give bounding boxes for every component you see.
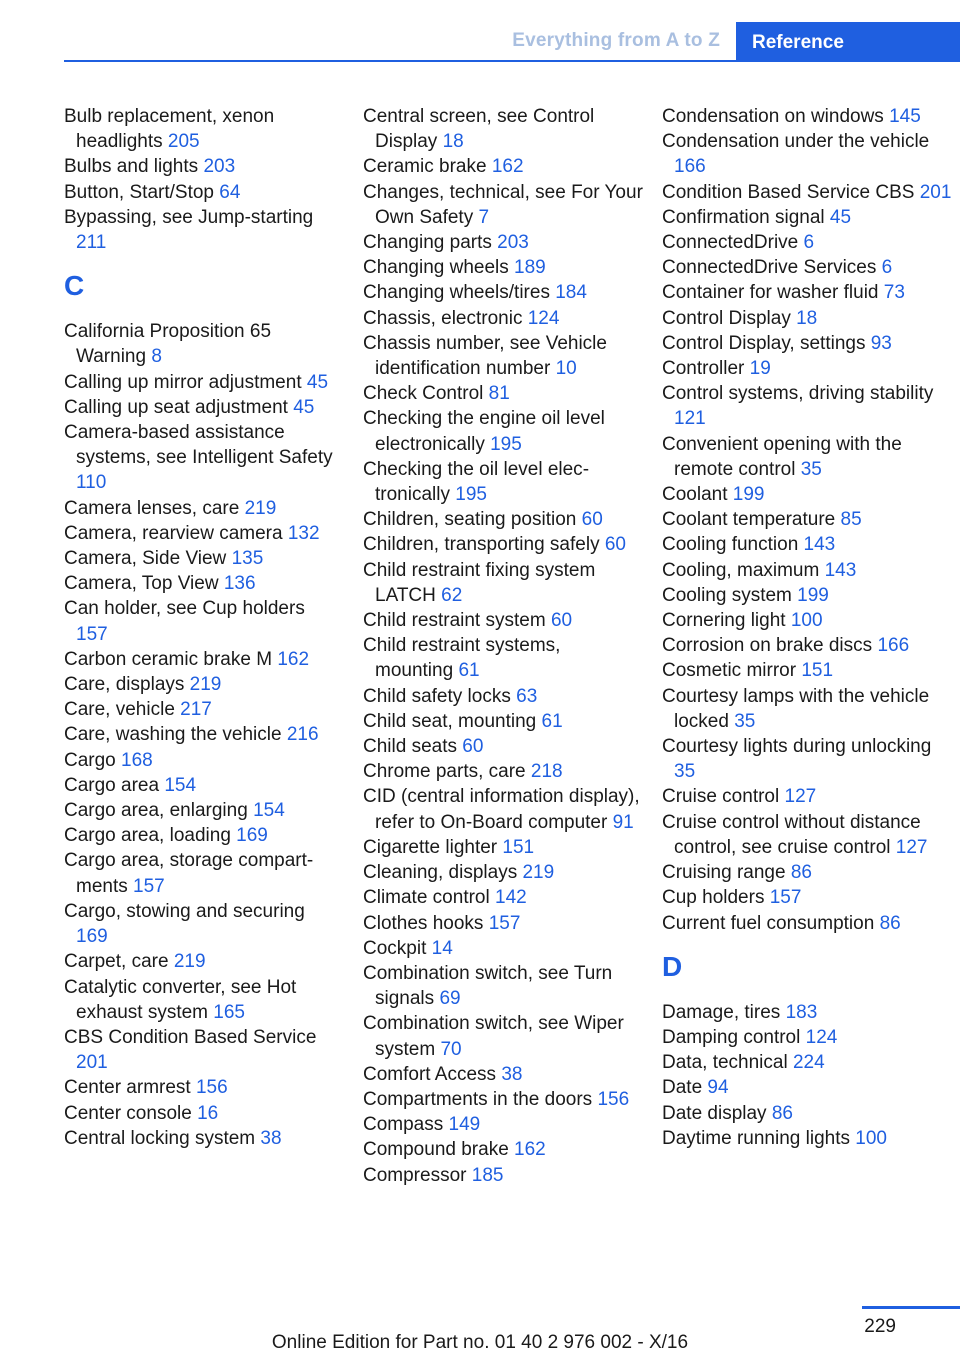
index-page-link[interactable]: 136 xyxy=(223,573,256,595)
index-entry-text: Date display xyxy=(662,1102,767,1124)
index-entry xyxy=(662,1126,952,1151)
index-entry-text: Check Control xyxy=(363,383,484,405)
index-entry xyxy=(662,684,952,734)
index-entry xyxy=(64,496,334,521)
index-entry-text: Child seats xyxy=(363,736,457,758)
index-page-link[interactable]: 7 xyxy=(478,206,490,228)
index-entry xyxy=(64,975,334,1025)
index-page-link[interactable]: 157 xyxy=(76,623,108,645)
index-page-link[interactable]: 35 xyxy=(734,710,756,732)
index-entry-text: Changes, technical, see For Your Own Safety xyxy=(363,181,643,228)
index-entry-text: Camera-based assistance systems, see Intelligent Safety xyxy=(64,422,333,469)
index-entry-text: Compass xyxy=(363,1114,444,1136)
index-page-link[interactable]: 168 xyxy=(121,749,153,771)
index-page-link[interactable]: 205 xyxy=(167,131,200,153)
index-page-link[interactable]: 18 xyxy=(796,307,818,329)
index-entry-text: Container for washer fluid xyxy=(662,282,879,304)
index-page-link[interactable]: 61 xyxy=(458,660,480,682)
index-page-link[interactable]: 162 xyxy=(277,648,310,670)
index-page-link[interactable]: 16 xyxy=(197,1102,219,1124)
index-page-link[interactable]: 6 xyxy=(881,257,893,279)
index-page-link[interactable]: 142 xyxy=(495,887,527,909)
index-entry xyxy=(363,104,643,154)
index-entry-text: Corrosion on brake discs xyxy=(662,635,873,657)
index-entry xyxy=(64,697,334,722)
index-entry xyxy=(363,154,643,179)
index-entry xyxy=(363,331,643,381)
index-column-2 xyxy=(363,104,643,1188)
index-entry xyxy=(363,835,643,860)
index-entry xyxy=(363,306,643,331)
index-page-link[interactable]: 166 xyxy=(877,635,910,657)
index-page-link[interactable]: 162 xyxy=(514,1139,546,1161)
index-page-link[interactable]: 73 xyxy=(883,282,905,304)
index-page-link[interactable]: 189 xyxy=(514,257,546,279)
index-page-link[interactable]: 203 xyxy=(497,232,529,254)
page-footer xyxy=(0,1300,960,1362)
index-entry-text: Control Display, settings xyxy=(662,332,866,354)
index-page-link[interactable]: 195 xyxy=(490,433,522,455)
index-page-link[interactable]: 124 xyxy=(527,307,560,329)
index-entry xyxy=(662,1025,952,1050)
index-entry xyxy=(363,709,643,734)
index-entry-text: Cooling system xyxy=(662,584,792,606)
index-entry-text: Central screen, see Control Display xyxy=(363,106,595,153)
index-entry-text: Current fuel consumption xyxy=(662,912,875,934)
index-entry xyxy=(64,949,334,974)
index-entry xyxy=(662,658,952,683)
index-entry xyxy=(64,899,334,949)
index-entry-text: Calling up seat adjustment xyxy=(64,396,288,418)
index-entry-text: Child restraint systems, mounting xyxy=(363,635,561,682)
index-page-link[interactable]: 35 xyxy=(800,458,822,480)
index-entry xyxy=(662,356,952,381)
index-page-link[interactable]: 219 xyxy=(244,497,277,519)
index-entry xyxy=(662,911,952,936)
index-entry xyxy=(64,546,334,571)
index-entry xyxy=(363,507,643,532)
index-entry-text: Compound brake xyxy=(363,1139,509,1161)
index-entry-text: Courtesy lights during unlocking xyxy=(662,736,932,758)
index-page-link[interactable]: 154 xyxy=(164,774,197,796)
index-page-link[interactable]: 6 xyxy=(803,232,815,254)
index-entry xyxy=(662,255,952,280)
index-page-link[interactable]: 169 xyxy=(76,926,108,948)
index-entry-text: Coolant xyxy=(662,484,728,506)
index-entry xyxy=(662,1000,952,1025)
index-page-link[interactable]: 86 xyxy=(790,862,812,884)
index-entry xyxy=(662,734,952,784)
index-entry xyxy=(64,848,334,898)
index-entry-text: Checking the engine oil level electronically xyxy=(363,408,605,455)
index-entry xyxy=(363,180,643,230)
index-entry-text: Child restraint fixing system LATCH xyxy=(363,559,596,606)
index-page-link[interactable]: 149 xyxy=(448,1114,481,1136)
index-page-link[interactable]: 60 xyxy=(550,610,573,632)
index-entry xyxy=(662,583,952,608)
index-entry-text: Center console xyxy=(64,1102,192,1124)
index-page-link[interactable]: 45 xyxy=(306,371,329,393)
index-entry xyxy=(662,129,952,179)
index-entry xyxy=(64,521,334,546)
index-page-link[interactable]: 10 xyxy=(555,358,577,380)
index-entry-text: Compartments in the doors xyxy=(363,1088,593,1110)
index-entry-text: Condition Based Service CBS xyxy=(662,181,915,203)
index-entry xyxy=(64,596,334,646)
page-header xyxy=(0,0,960,62)
index-page-link[interactable]: 143 xyxy=(824,559,857,581)
index-entry xyxy=(363,532,643,557)
index-entry xyxy=(662,885,952,910)
index-page-link[interactable]: 93 xyxy=(870,332,892,354)
index-entry xyxy=(662,633,952,658)
index-entry-text: Cooling function xyxy=(662,534,799,556)
index-page-link[interactable]: 217 xyxy=(180,699,212,721)
index-entry-text: Catalytic converter, see Hot exhaust system xyxy=(64,976,297,1023)
index-page-link[interactable]: 201 xyxy=(76,1052,108,1074)
index-entry xyxy=(363,684,643,709)
index-entry-text: Controller xyxy=(662,358,745,380)
index-page-link[interactable]: 60 xyxy=(604,534,626,556)
index-page-link[interactable]: 91 xyxy=(612,811,634,833)
index-page-link[interactable]: 14 xyxy=(431,937,453,959)
index-page-link[interactable]: 38 xyxy=(260,1127,282,1149)
index-entry-text: CID (central information display), refer to On-Board computer xyxy=(363,786,640,833)
index-entry-text: Combination switch, see Wiper system xyxy=(363,1013,624,1060)
index-entry xyxy=(363,633,643,683)
index-entry-text: Courtesy lamps with the vehicle locked xyxy=(662,685,930,732)
index-page-link[interactable]: 185 xyxy=(471,1164,504,1186)
index-entry xyxy=(363,255,643,280)
index-page-link[interactable]: 219 xyxy=(522,862,555,884)
index-entry-text: Camera lenses, care xyxy=(64,497,240,519)
index-entry xyxy=(64,722,334,747)
index-entry xyxy=(363,1087,643,1112)
index-entry xyxy=(363,381,643,406)
index-entry-text: CBS Condition Based Service xyxy=(64,1026,317,1048)
index-entry xyxy=(662,558,952,583)
index-page-link[interactable]: 38 xyxy=(501,1063,523,1085)
index-page-link[interactable]: 132 xyxy=(287,522,320,544)
index-page-link[interactable]: 143 xyxy=(803,534,836,556)
index-entry-text: Bulb replacement, xenon headlights xyxy=(64,106,275,153)
index-page-link[interactable]: 211 xyxy=(76,232,107,254)
index-entry-text: Cigarette lighter xyxy=(363,836,498,858)
index-page-link[interactable]: 86 xyxy=(771,1102,793,1124)
index-page-link[interactable]: 45 xyxy=(293,396,315,418)
index-entry-text: Comfort Access xyxy=(363,1063,497,1085)
index-entry-text: Compressor xyxy=(363,1164,467,1186)
index-entry-text: Condensation under the vehicle xyxy=(662,131,930,153)
index-page-link[interactable]: 62 xyxy=(441,584,463,606)
index-page-link[interactable]: 64 xyxy=(219,181,241,203)
index-entry-text: Ceramic brake xyxy=(363,156,487,178)
index-page-link[interactable]: 81 xyxy=(488,383,510,405)
index-page-link[interactable]: 70 xyxy=(440,1038,462,1060)
index-entry xyxy=(662,860,952,885)
index-entry xyxy=(64,1126,334,1151)
index-entry-text: Carpet, care xyxy=(64,951,169,973)
index-column-3 xyxy=(662,104,952,1151)
index-entry xyxy=(363,457,643,507)
index-entry xyxy=(662,230,952,255)
index-entry-text: Child safety locks xyxy=(363,685,511,707)
index-entry-text: Damping control xyxy=(662,1026,801,1048)
index-entry xyxy=(64,104,334,154)
index-page-link[interactable]: 63 xyxy=(516,685,538,707)
index-entry xyxy=(662,608,952,633)
index-entry xyxy=(64,773,334,798)
index-entry xyxy=(662,810,952,860)
index-page-link[interactable]: 162 xyxy=(491,156,524,178)
index-entry xyxy=(64,180,334,205)
index-entry xyxy=(64,823,334,848)
index-entry xyxy=(64,395,334,420)
index-entry-text: Control Display xyxy=(662,307,791,329)
index-entry xyxy=(363,230,643,255)
index-page-link[interactable]: 121 xyxy=(674,408,706,430)
index-page-link[interactable]: 60 xyxy=(462,736,484,758)
index-entry xyxy=(64,205,334,255)
index-entry-text: Cockpit xyxy=(363,937,427,959)
index-entry-text: Cornering light xyxy=(662,610,786,632)
index-entry xyxy=(662,784,952,809)
index-entry xyxy=(662,180,952,205)
index-page-link[interactable]: 60 xyxy=(581,509,603,531)
index-entry xyxy=(363,280,643,305)
index-entry-text: Chassis, electronic xyxy=(363,307,523,329)
index-entry-text: Camera, Side View xyxy=(64,548,227,570)
index-entry-text: Camera, Top View xyxy=(64,573,219,595)
index-entry-text: Cargo area xyxy=(64,774,160,796)
index-entry-text: Cargo area, loading xyxy=(64,825,231,847)
index-page-link[interactable]: 203 xyxy=(203,156,236,178)
index-entry-text: ConnectedDrive Services xyxy=(662,257,877,279)
index-entry xyxy=(363,759,643,784)
index-entry-text: Daytime running lights xyxy=(662,1127,850,1149)
index-entry xyxy=(363,784,643,834)
index-entry xyxy=(662,532,952,557)
index-page-link[interactable]: 18 xyxy=(442,131,464,153)
index-page-link[interactable]: 110 xyxy=(76,472,107,494)
section-tab: Reference xyxy=(736,22,960,62)
index-entry-text: Checking the oil level electronically xyxy=(363,458,590,506)
index-entry-text: Bulbs and lights xyxy=(64,156,199,178)
index-entry-text: Child seat, mounting xyxy=(363,710,537,732)
index-page-link[interactable]: 86 xyxy=(879,912,901,934)
index-page-link[interactable]: 127 xyxy=(784,786,817,808)
index-entry xyxy=(64,370,334,395)
index-entry xyxy=(662,507,952,532)
index-page-link[interactable]: 100 xyxy=(855,1127,887,1149)
index-entry xyxy=(64,420,334,496)
index-entry xyxy=(363,936,643,961)
index-entry xyxy=(64,319,334,369)
index-entry xyxy=(662,1101,952,1126)
index-entry-text: Confirmation signal xyxy=(662,206,825,228)
index-entry xyxy=(363,911,643,936)
index-page-link[interactable]: 157 xyxy=(133,875,165,897)
index-entry xyxy=(64,748,334,773)
index-page-link[interactable]: 224 xyxy=(792,1052,825,1074)
index-entry-text: Children, transporting safely xyxy=(363,534,600,556)
footer-rule xyxy=(862,1306,960,1309)
index-entry xyxy=(662,205,952,230)
index-entry-text: Cooling, maximum xyxy=(662,559,820,581)
index-page-link[interactable]: 19 xyxy=(749,358,771,380)
index-entry-text: Cruise control without distance control, see cruise control xyxy=(662,811,921,858)
index-page-link[interactable]: 199 xyxy=(797,584,829,606)
index-entry-text: Central locking system xyxy=(64,1127,256,1149)
index-entry-text: Clothes hooks xyxy=(363,912,484,934)
index-entry xyxy=(662,306,952,331)
index-page-link[interactable]: 61 xyxy=(541,710,563,732)
index-page-link[interactable]: 100 xyxy=(790,610,823,632)
index-column-1 xyxy=(64,104,334,1151)
index-entry-text: Button, Start/Stop xyxy=(64,181,214,203)
index-page-link[interactable]: 219 xyxy=(189,674,222,696)
index-entry-text: Cargo area, storage compartments xyxy=(64,850,314,897)
index-page-link[interactable]: 195 xyxy=(455,484,487,506)
index-page-link[interactable]: 135 xyxy=(231,548,264,570)
section-title: Everything from A to Z xyxy=(512,30,720,51)
index-entry-text: Changing wheels xyxy=(363,257,509,279)
page-number: 229 xyxy=(864,1316,896,1337)
index-entry xyxy=(662,381,952,431)
index-entry-text: Changing wheels/tires xyxy=(363,282,550,304)
index-entry-text: Cargo area, enlarging xyxy=(64,800,248,822)
index-entry xyxy=(363,406,643,456)
index-entry xyxy=(662,1075,952,1100)
index-entry-text: Chassis number, see Vehicle identification number xyxy=(363,332,607,380)
index-page-link[interactable]: 169 xyxy=(236,825,268,847)
index-page-link[interactable]: 154 xyxy=(253,800,285,822)
index-page-link[interactable]: 151 xyxy=(502,836,535,858)
index-page-link[interactable]: 184 xyxy=(555,282,587,304)
index-page-link[interactable]: 69 xyxy=(439,988,461,1010)
index-entry-text: Cruise control xyxy=(662,786,780,808)
index-entry xyxy=(363,961,643,1011)
index-entry-text: Condensation on windows xyxy=(662,106,884,127)
index-entry xyxy=(64,672,334,697)
index-entry-text: Damage, tires xyxy=(662,1001,781,1023)
index-entry-text: Cargo xyxy=(64,749,116,771)
index-entry xyxy=(363,860,643,885)
index-entry-text: Children, seating position xyxy=(363,509,577,531)
index-page-link[interactable]: 151 xyxy=(801,660,834,682)
index-entry-text: Climate control xyxy=(363,887,490,909)
index-entry-text: Cruising range xyxy=(662,862,786,884)
index-entry-text: Center armrest xyxy=(64,1077,191,1099)
index-page-link[interactable]: 127 xyxy=(895,836,928,858)
index-entry-text: Coolant temperature xyxy=(662,509,836,531)
index-entry-text: Control systems, driving stability xyxy=(662,383,934,405)
index-entry-text: Can holder, see Cup holders xyxy=(64,598,305,620)
index-page-link[interactable]: 218 xyxy=(530,761,563,783)
index-page-link[interactable]: 45 xyxy=(829,206,852,228)
index-entry-text: Care, washing the vehicle xyxy=(64,724,282,746)
index-entry xyxy=(64,1075,334,1100)
index-entry xyxy=(363,1011,643,1061)
index-entry-text: Carbon ceramic brake M xyxy=(64,648,273,670)
index-page-link[interactable]: 201 xyxy=(919,181,952,203)
header-rule xyxy=(64,60,736,62)
index-entry xyxy=(64,1101,334,1126)
index-entry-text: ConnectedDrive xyxy=(662,232,799,254)
index-entry xyxy=(363,1112,643,1137)
index-entry-text: Care, vehicle xyxy=(64,699,175,721)
index-entry-text: Date xyxy=(662,1077,703,1099)
index-entry-text: Data, technical xyxy=(662,1052,788,1074)
index-page-link[interactable]: 145 xyxy=(889,106,921,127)
index-entry-text: Cargo, stowing and securing xyxy=(64,900,305,922)
index-page-link[interactable]: 156 xyxy=(195,1077,228,1099)
index-entry-text: Child restraint system xyxy=(363,610,546,632)
index-entry xyxy=(363,734,643,759)
index-letter-heading: C xyxy=(64,270,85,302)
index-entry xyxy=(363,1137,643,1162)
index-entry xyxy=(662,482,952,507)
index-entry xyxy=(64,647,334,672)
index-entry xyxy=(662,331,952,356)
index-page-link[interactable]: 157 xyxy=(488,912,521,934)
index-page-link[interactable]: 183 xyxy=(785,1001,818,1023)
index-page-link[interactable]: 35 xyxy=(674,761,696,783)
index-page-link[interactable]: 94 xyxy=(707,1077,729,1099)
index-page-link[interactable]: 216 xyxy=(286,724,319,746)
index-entry-text: Combination switch, see Turn signals xyxy=(363,962,613,1010)
index-entry xyxy=(662,104,952,129)
index-page-link[interactable]: 165 xyxy=(213,1001,245,1023)
index-page-link[interactable]: 166 xyxy=(674,156,706,178)
index-page-link[interactable]: 199 xyxy=(732,484,765,506)
index-entry-text: Changing parts xyxy=(363,232,492,254)
index-letter-heading: D xyxy=(662,950,683,982)
index-entry-text: Convenient opening with the remote control xyxy=(662,433,902,480)
index-entry-text: Cleaning, displays xyxy=(363,862,518,884)
index-entry xyxy=(64,798,334,823)
index-page-link[interactable]: 85 xyxy=(840,509,862,531)
index-entry-text: Chrome parts, care xyxy=(363,761,526,783)
index-entry xyxy=(662,280,952,305)
index-entry xyxy=(64,571,334,596)
index-page-link[interactable]: 124 xyxy=(805,1026,838,1048)
index-entry xyxy=(363,885,643,910)
index-entry-text: Calling up mirror adjustment xyxy=(64,371,302,393)
index-entry-text: Cosmetic mirror xyxy=(662,660,797,682)
index-entry xyxy=(363,558,643,608)
index-entry xyxy=(363,1062,643,1087)
index-page-link[interactable]: 157 xyxy=(769,887,802,909)
index-entry xyxy=(64,154,334,179)
index-entry xyxy=(662,1050,952,1075)
index-entry xyxy=(662,432,952,482)
index-entry xyxy=(64,1025,334,1075)
index-entry-text: Bypassing, see Jump-starting xyxy=(64,206,314,228)
index-entry-text: Cup holders xyxy=(662,887,765,909)
index-entry xyxy=(363,608,643,633)
index-entry-text: California Proposition 65 Warning xyxy=(64,321,272,368)
index-entry-text: Camera, rearview camera xyxy=(64,522,283,544)
index-entry xyxy=(363,1163,643,1188)
index-page-link[interactable]: 8 xyxy=(151,346,162,368)
index-entry-text: Care, displays xyxy=(64,674,185,696)
index-page-link[interactable]: 156 xyxy=(597,1088,630,1110)
edition-note: Online Edition for Part no. 01 40 2 976 002 - X/16 xyxy=(271,1332,689,1353)
index-page-link[interactable]: 219 xyxy=(173,951,206,973)
